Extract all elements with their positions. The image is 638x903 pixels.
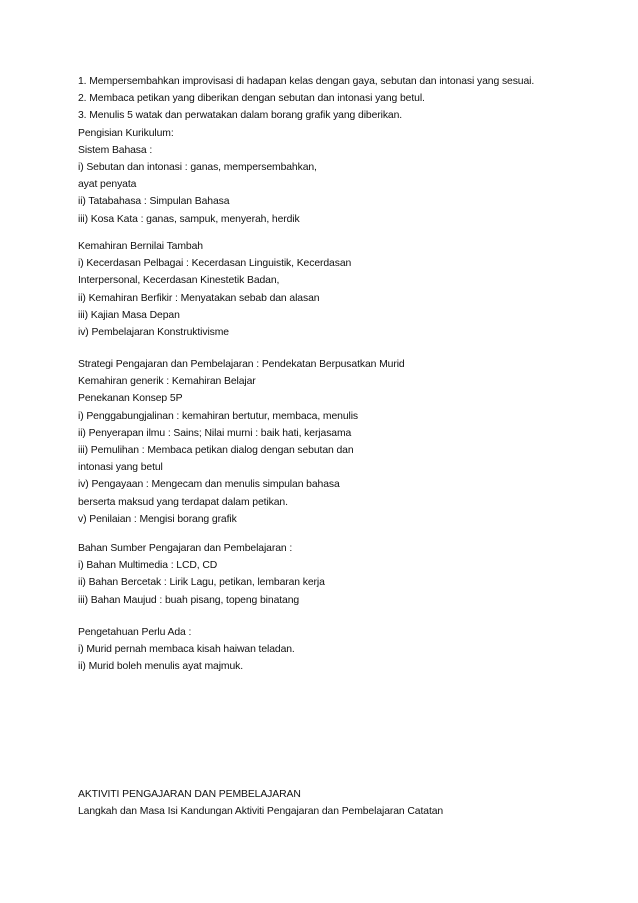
section-heading: Kemahiran Bernilai Tambah xyxy=(78,241,203,252)
curriculum-line: ayat penyata xyxy=(78,179,137,191)
objectives-section xyxy=(78,73,598,228)
section-line: Kemahiran generik : Kemahiran Belajar xyxy=(78,376,256,388)
objective-line: 1. Mempersembahkan improvisasi di hadapan kelas dengan gaya, sebutan dan intonasi yang sesuai. xyxy=(78,76,535,87)
section-heading: Strategi Pengajaran dan Pembelajaran : Pendekatan Berpusatkan Murid xyxy=(78,359,405,370)
section-line: i) Bahan Multimedia : LCD, CD xyxy=(78,560,218,572)
curriculum-line: iii) Kosa Kata : ganas, sampuk, menyerah, herdik xyxy=(78,213,300,225)
section-line: ii) Penyerapan ilmu : Sains; Nilai murni : baik hati, kerjasama xyxy=(78,427,352,439)
section-line: ii) Murid boleh menulis ayat majmuk. xyxy=(78,661,244,673)
section-line: iii) Bahan Maujud : buah pisang, topeng binatang xyxy=(78,594,300,606)
resources-section xyxy=(78,540,598,609)
prior-knowledge-section xyxy=(78,624,598,676)
section-line: Interpersonal, Kecerdasan Kinestetik Badan, xyxy=(78,275,280,287)
section-line: intonasi yang betul xyxy=(78,462,163,474)
section-line: iii) Kajian Masa Depan xyxy=(78,309,180,321)
curriculum-line: i) Sebutan dan intonasi : ganas, mempersembahkan, xyxy=(78,161,317,173)
language-system-heading: Sistem Bahasa : xyxy=(78,144,153,156)
objective-line: 3. Menulis 5 watak dan perwatakan dalam borang grafik yang diberikan. xyxy=(78,110,403,122)
section-line: iv) Pembelajaran Konstruktivisme xyxy=(78,326,229,338)
section-line: iii) Pemulihan : Membaca petikan dialog dengan sebutan dan xyxy=(78,444,354,456)
section-line: i) Murid pernah membaca kisah haiwan teladan. xyxy=(78,644,295,656)
curriculum-line: ii) Tatabahasa : Simpulan Bahasa xyxy=(78,196,230,208)
section-line: ii) Kemahiran Berfikir : Menyatakan sebab dan alasan xyxy=(78,292,320,304)
objective-line: 2. Membaca petikan yang diberikan dengan sebutan dan intonasi yang betul. xyxy=(78,93,425,105)
activities-table-header: Langkah dan Masa Isi Kandungan Aktiviti Pengajaran dan Pembelajaran Catatan xyxy=(78,806,444,818)
section-line: v) Penilaian : Mengisi borang grafik xyxy=(78,513,237,525)
strategy-section xyxy=(78,356,598,528)
section-heading: Pengetahuan Perlu Ada : xyxy=(78,627,192,638)
activities-section xyxy=(78,786,598,820)
section-line: iv) Pengayaan : Mengecam dan menulis simpulan bahasa xyxy=(78,479,340,491)
activities-heading: AKTIVITI PENGAJARAN DAN PEMBELAJARAN xyxy=(78,789,301,800)
section-line: berserta maksud yang terdapat dalam petikan. xyxy=(78,496,288,508)
section-line: i) Kecerdasan Pelbagai : Kecerdasan Linguistik, Kecerdasan xyxy=(78,258,352,270)
section-line: Penekanan Konsep 5P xyxy=(78,393,183,405)
section-line: ii) Bahan Bercetak : Lirik Lagu, petikan, lembaran kerja xyxy=(78,577,325,589)
section-line: i) Penggabungjalinan : kemahiran bertutur, membaca, menulis xyxy=(78,410,359,422)
curriculum-heading: Pengisian Kurikulum: xyxy=(78,127,174,139)
added-value-skills-section xyxy=(78,238,598,341)
section-heading: Bahan Sumber Pengajaran dan Pembelajaran : xyxy=(78,543,293,554)
